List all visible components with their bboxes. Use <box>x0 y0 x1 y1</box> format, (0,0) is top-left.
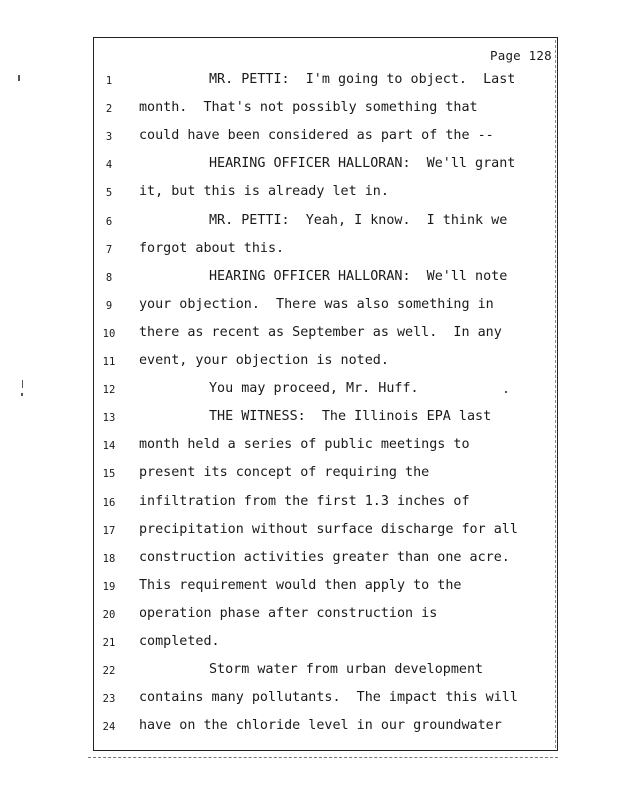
line-number: 1 <box>105 75 113 87</box>
transcript-line <box>0 269 618 293</box>
line-text: This requirement would then apply to the <box>139 577 462 593</box>
transcript-line <box>0 241 618 265</box>
line-text: contains many pollutants. The impact this will <box>139 690 518 706</box>
line-text: THE WITNESS: The Illinois EPA last <box>209 409 492 425</box>
line-number: 15 <box>102 468 116 481</box>
line-text: precipitation without surface discharge for all <box>139 521 518 537</box>
line-number: 9 <box>105 299 113 312</box>
transcript-line <box>0 128 618 152</box>
line-text: your objection. There was also something in <box>139 296 494 312</box>
line-text: infiltration from the first 1.3 inches of <box>139 493 470 509</box>
line-number: 22 <box>102 665 116 678</box>
transcript-line <box>0 522 618 546</box>
line-text: construction activities greater than one acre. <box>139 549 510 565</box>
transcript-line <box>0 213 618 237</box>
line-number: 3 <box>105 131 113 144</box>
transcript-line <box>0 550 618 574</box>
line-number: 5 <box>105 187 113 200</box>
line-number: 12 <box>102 384 116 397</box>
line-number: 24 <box>102 721 116 734</box>
line-text: MR. PETTI: I'm going to object. Last <box>209 72 516 87</box>
line-text: HEARING OFFICER HALLORAN: We'll note <box>209 268 508 284</box>
transcript-line <box>0 465 618 489</box>
line-text: present its concept of requiring the <box>139 465 430 481</box>
line-number: 23 <box>102 693 116 706</box>
transcript-line <box>0 325 618 349</box>
line-text: HEARING OFFICER HALLORAN: We'll grant <box>209 156 516 172</box>
transcript-line <box>0 353 618 377</box>
transcript-line <box>0 662 618 686</box>
page-number: Page 128 <box>490 48 552 63</box>
line-number: 18 <box>102 552 116 565</box>
line-number: 20 <box>102 608 116 621</box>
line-number: 2 <box>105 103 113 116</box>
line-text: it, but this is already let in. <box>139 184 389 200</box>
line-number: 14 <box>102 440 116 453</box>
transcript-line <box>0 156 618 180</box>
transcript-line <box>0 606 618 630</box>
line-number: 17 <box>102 524 116 537</box>
scan-speck <box>22 380 23 388</box>
transcript-line <box>0 381 618 405</box>
line-text: could have been considered as part of the -- <box>139 128 494 144</box>
transcript-line <box>0 578 618 602</box>
line-number: 7 <box>105 243 113 256</box>
line-text: event, your objection is noted. <box>139 353 389 368</box>
line-number: 4 <box>105 159 113 172</box>
transcript-line <box>0 494 618 518</box>
line-text: have on the chloride level in our groundwater <box>139 718 502 734</box>
line-number: 10 <box>102 327 116 340</box>
line-number: 13 <box>102 412 116 425</box>
transcript-line <box>0 690 618 714</box>
line-number: 19 <box>102 580 116 593</box>
line-text: completed. <box>139 634 220 649</box>
line-text: MR. PETTI: Yeah, I know. I think we <box>209 212 508 228</box>
line-number: 16 <box>102 496 116 509</box>
transcript-line <box>0 72 618 96</box>
line-text: operation phase after construction is <box>139 605 438 621</box>
transcript-line <box>0 437 618 461</box>
scan-speck <box>505 391 507 393</box>
line-text: Storm water from urban development <box>209 662 484 678</box>
bottom-edge-line <box>88 757 558 758</box>
transcript-line <box>0 297 618 321</box>
line-text: there as recent as September as well. In any <box>139 324 502 340</box>
transcript-line <box>0 184 618 208</box>
scan-speck <box>21 393 23 396</box>
line-text: forgot about this. <box>139 240 285 256</box>
line-number: 8 <box>105 271 113 284</box>
transcript-line <box>0 718 618 742</box>
line-text: You may proceed, Mr. Huff. <box>209 381 419 397</box>
transcript-line <box>0 634 618 658</box>
line-number: 21 <box>102 637 116 649</box>
scan-speck <box>18 75 20 81</box>
line-text: month held a series of public meetings to <box>139 437 470 453</box>
transcript-line <box>0 100 618 124</box>
line-number: 11 <box>102 356 116 368</box>
line-text: month. That's not possibly something that <box>139 100 478 116</box>
line-number: 6 <box>105 215 113 228</box>
transcript-line <box>0 409 618 433</box>
